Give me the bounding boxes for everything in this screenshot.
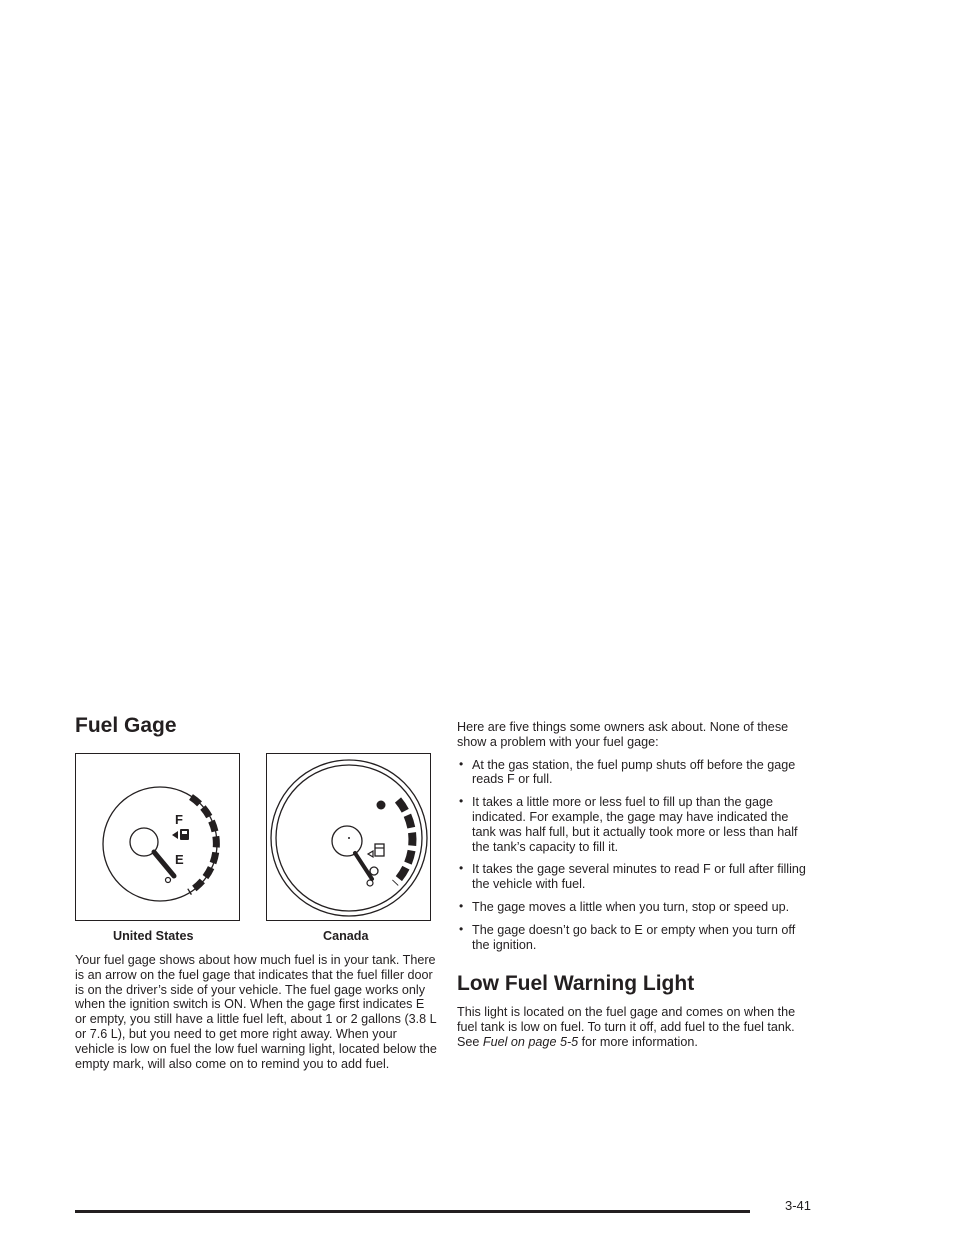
faq-list: [457, 758, 812, 953]
us-caption: United States: [113, 929, 194, 944]
left-column: [75, 714, 437, 1071]
bullet-icon: •: [459, 921, 464, 936]
fuel-gage-paragraph: Your fuel gage shows about how much fuel is in your tank. There is an arrow on the fuel gage that indicates that the fuel filler door is on the driver’s side of your vehicle. The fuel gage works only when the ignition switch is ON. When the gage first indicates E or empty, you still have a little fuel left, about 1 or 2 gallons (3.8 L or 7.6 L), but you need to get more right away. When your vehicle is low on fuel the low fuel warning light, located below the empty mark, will also come on to remind you to add fuel.: [75, 953, 437, 1071]
bullet-icon: •: [459, 756, 464, 771]
faq-intro: Here are five things some owners ask about. None of these show a problem with your fuel gage:: [457, 720, 789, 749]
page-number: 3-41: [785, 1198, 812, 1213]
low-fuel-heading: Low Fuel Warning Light: [457, 972, 695, 996]
bullet-icon: •: [459, 794, 464, 809]
page-reference-link[interactable]: Fuel on page 5-5: [482, 1035, 579, 1050]
footer-rule: [75, 1210, 750, 1213]
canada-caption: Canada: [323, 929, 369, 944]
bullet-icon: •: [459, 898, 464, 913]
list-item: • At the gas station, the fuel pump shuts off before the gage reads F or full.: [459, 756, 796, 787]
us-fuel-gage-illustration: [76, 754, 241, 922]
list-item: • It takes a little more or less fuel to fill up than the gage indicated. For example, the gage may have indicated the tank was half full, but it actually took more or less than half the tank’s capacity to fill it.: [459, 794, 798, 854]
us-gage-figure: [75, 753, 240, 921]
list-item: • The gage moves a little when you turn, stop or speed up.: [459, 898, 790, 914]
canada-gage-figure: [266, 753, 431, 921]
full-mark-label: F: [175, 812, 183, 828]
list-item: • The gage doesn’t go back to E or empty when you turn off the ignition.: [459, 921, 796, 952]
right-column: [457, 720, 812, 1050]
fuel-gage-heading: Fuel Gage: [75, 714, 177, 737]
low-fuel-paragraph: This light is located on the fuel gage and comes on when the fuel tank is low on fuel. To turn it off, add fuel to the fuel tank. See Fuel on page 5-5 for more information.: [457, 1005, 796, 1050]
empty-mark-label: E: [175, 852, 184, 868]
list-item: • It takes the gage several minutes to read F or full after filling the vehicle with fuel.: [459, 861, 806, 892]
canada-fuel-gage-illustration: [267, 754, 432, 922]
gage-figures: [75, 753, 437, 953]
bullet-icon: •: [459, 861, 464, 876]
